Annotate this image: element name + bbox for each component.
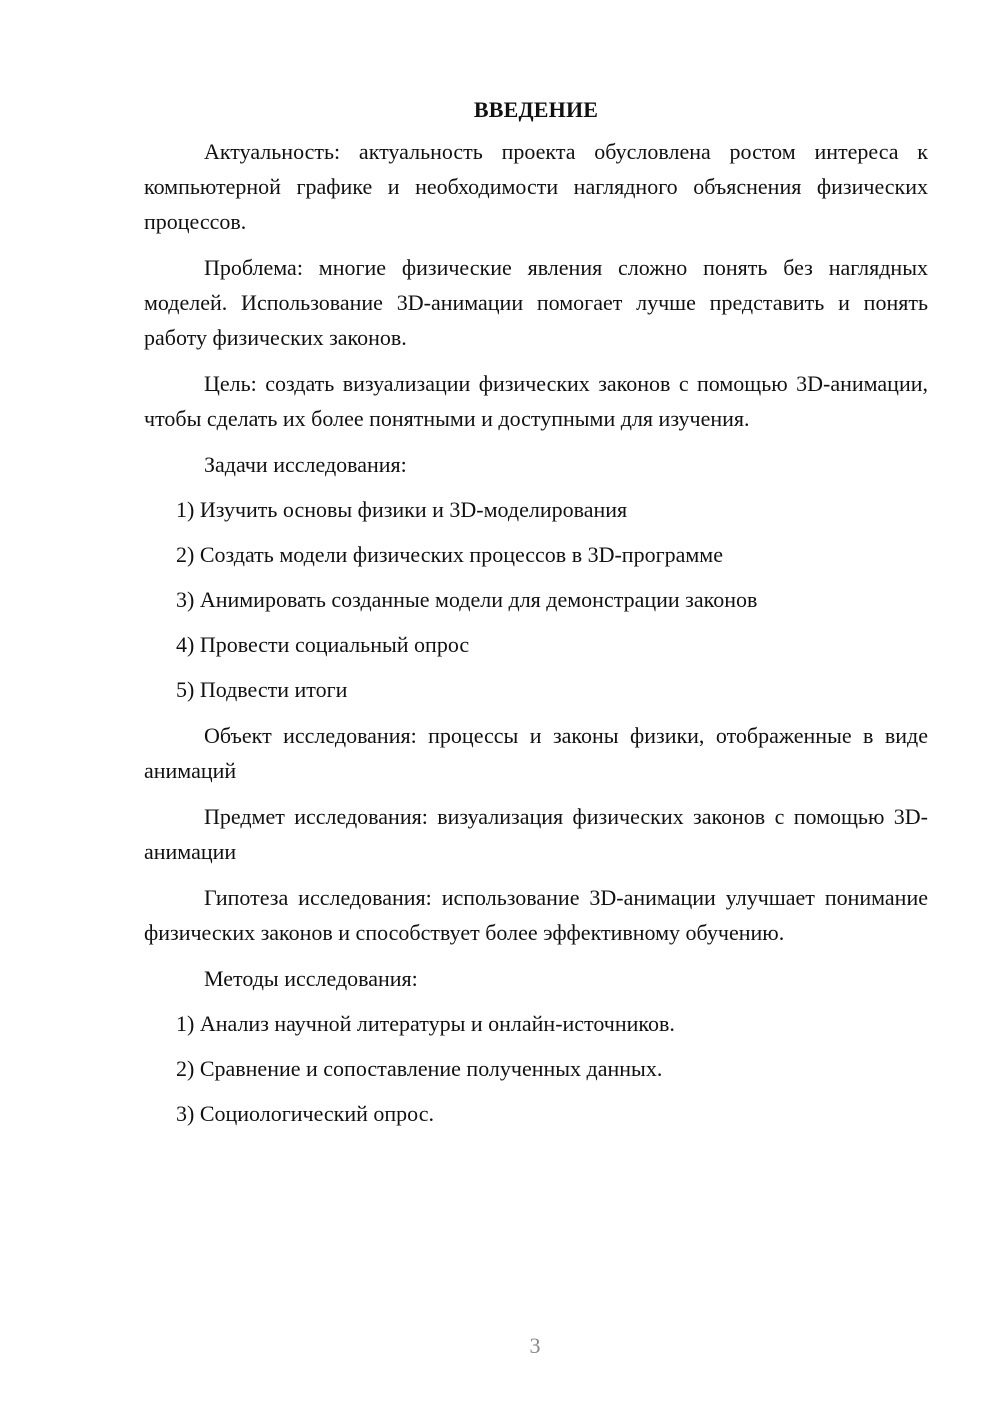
list-item: 1) Изучить основы физики и 3D-моделирования: [176, 497, 628, 522]
problem-paragraph: Проблема: многие физические явления сложно понять без наглядных моделей. Использование 3D-анимации помогает лучше представить и понять работу физических законов.: [144, 255, 928, 350]
goal-paragraph: Цель: создать визуализации физических законов с помощью 3D-анимации, чтобы сделать их более понятными и доступными для изучения.: [144, 371, 928, 431]
list-item: 4) Провести социальный опрос: [176, 632, 470, 657]
list-item: 3) Социологический опрос.: [176, 1101, 434, 1126]
hypothesis-paragraph: Гипотеза исследования: использование 3D-анимации улучшает понимание физических законов и способствует более эффективному обучению.: [144, 885, 928, 945]
list-item: 1) Анализ научной литературы и онлайн-источников.: [176, 1011, 675, 1036]
list-item: 2) Создать модели физических процессов в 3D-программе: [176, 542, 723, 567]
subject-paragraph: Предмет исследования: визуализация физических законов с помощью 3D-анимации: [144, 804, 928, 864]
methods-label: Методы исследования:: [204, 966, 418, 991]
tasks-list: [144, 492, 928, 707]
page-number: 3: [529, 1333, 541, 1358]
list-item: 2) Сравнение и сопоставление полученных данных.: [176, 1056, 663, 1081]
object-paragraph: Объект исследования: процессы и законы физики, отображенные в виде анимаций: [144, 723, 928, 783]
document-body: [144, 92, 928, 1142]
methods-list: [144, 1006, 928, 1131]
list-item: 3) Анимировать созданные модели для демонстрации законов: [176, 587, 758, 612]
list-item: 5) Подвести итоги: [176, 677, 348, 702]
tasks-label: Задачи исследования:: [204, 452, 407, 477]
section-title: ВВЕДЕНИЕ: [473, 97, 599, 122]
relevance-paragraph: Актуальность: актуальность проекта обусловлена ростом интереса к компьютерной графике и необходимости наглядного объяснения физических процессов.: [144, 139, 928, 234]
